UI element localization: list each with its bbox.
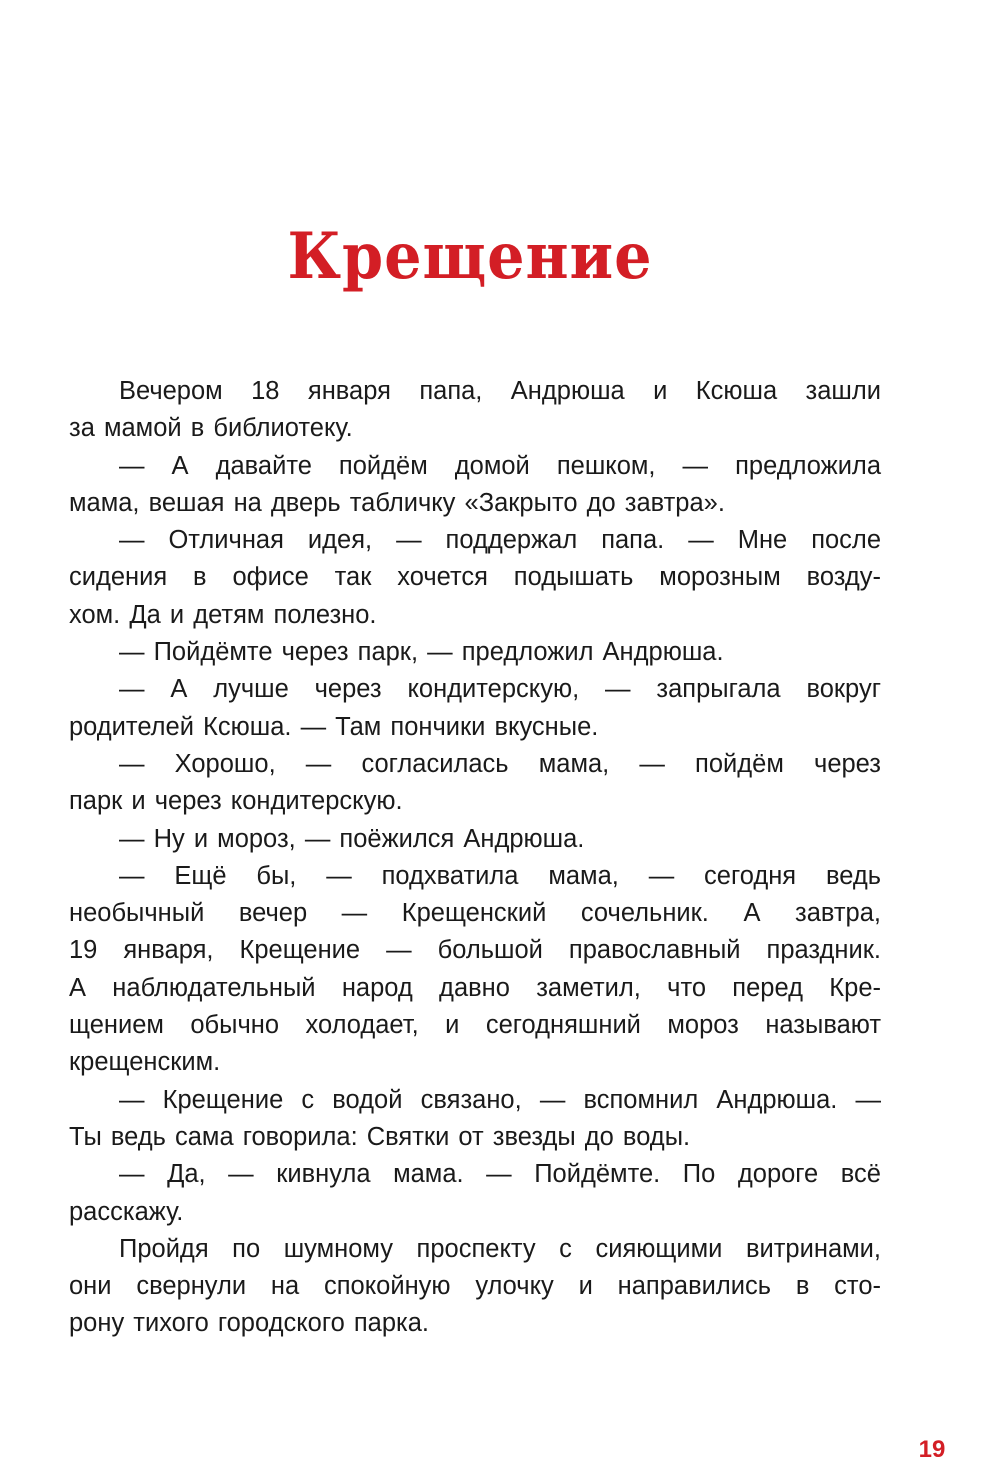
text-line: родителей Ксюша. — Там пончики вкусные. [69,712,599,741]
text-line: мама, вешая на дверь табличку «Закрыто до завтра». [69,488,725,517]
paragraph [69,858,881,1082]
paragraph [69,746,881,821]
text-line: А наблюдательный народ давно заметил, что перед Кре- [69,973,881,1002]
text-line: Пройдя по шумному проспекту с сияющими витринами, [119,1234,881,1263]
text-line: — Ещё бы, — подхватила мама, — сегодня ведь [119,861,881,890]
paragraph [69,634,881,671]
text-line: Вечером 18 января папа, Андрюша и Ксюша зашли [119,377,881,405]
paragraph [69,671,881,746]
text-line: Ты ведь сама говорила: Святки от звезды до воды. [69,1122,691,1151]
text-line: расскажу. [69,1197,184,1226]
text-line: парк и через кондитерскую. [69,787,403,816]
chapter-title: Крещение [287,219,653,294]
text-line: за мамой в библиотеку. [69,414,353,443]
text-line: щением обычно холодает, и сегодняшний мороз называют [69,1011,881,1040]
text-line: рону тихого городского парка. [69,1309,429,1338]
paragraph [69,1082,881,1157]
text-line: — Да, — кивнула мама. — Пойдёмте. По дороге всё [119,1160,881,1189]
paragraph [69,522,881,634]
text-line: — Крещение с водой связано, — вспомнил Андрюша. — [119,1085,881,1114]
paragraph [69,1156,881,1231]
text-line: необычный вечер — Крещенский сочельник. А завтра, [69,899,881,928]
text-line: — А лучше через кондитерскую, — запрыгала вокруг [119,675,881,704]
text-line: — Ну и мороз, — поёжился Андрюша. [119,824,585,853]
text-line: — Отличная идея, — поддержал папа. — Мне после [119,526,881,555]
story-text [69,373,881,1343]
text-line: хом. Да и детям полезно. [69,600,377,629]
text-line: 19 января, Крещение — большой православный праздник. [69,936,881,965]
text-line: — А давайте пойдём домой пешком, — предложила [119,451,881,480]
text-line: сидения в офисе так хочется подышать морозным возду- [69,563,881,592]
text-line: они свернули на спокойную улочку и направились в сто- [69,1272,881,1301]
paragraph [69,448,881,523]
paragraph [69,1231,881,1343]
page-number: 19 [918,1436,946,1463]
text-line: — Хорошо, — согласилась мама, — пойдём через [119,749,881,778]
text-line: крещенским. [69,1048,221,1077]
paragraph [69,821,881,858]
text-line: — Пойдёмте через парк, — предложил Андрюша. [119,638,724,667]
paragraph [69,373,881,448]
